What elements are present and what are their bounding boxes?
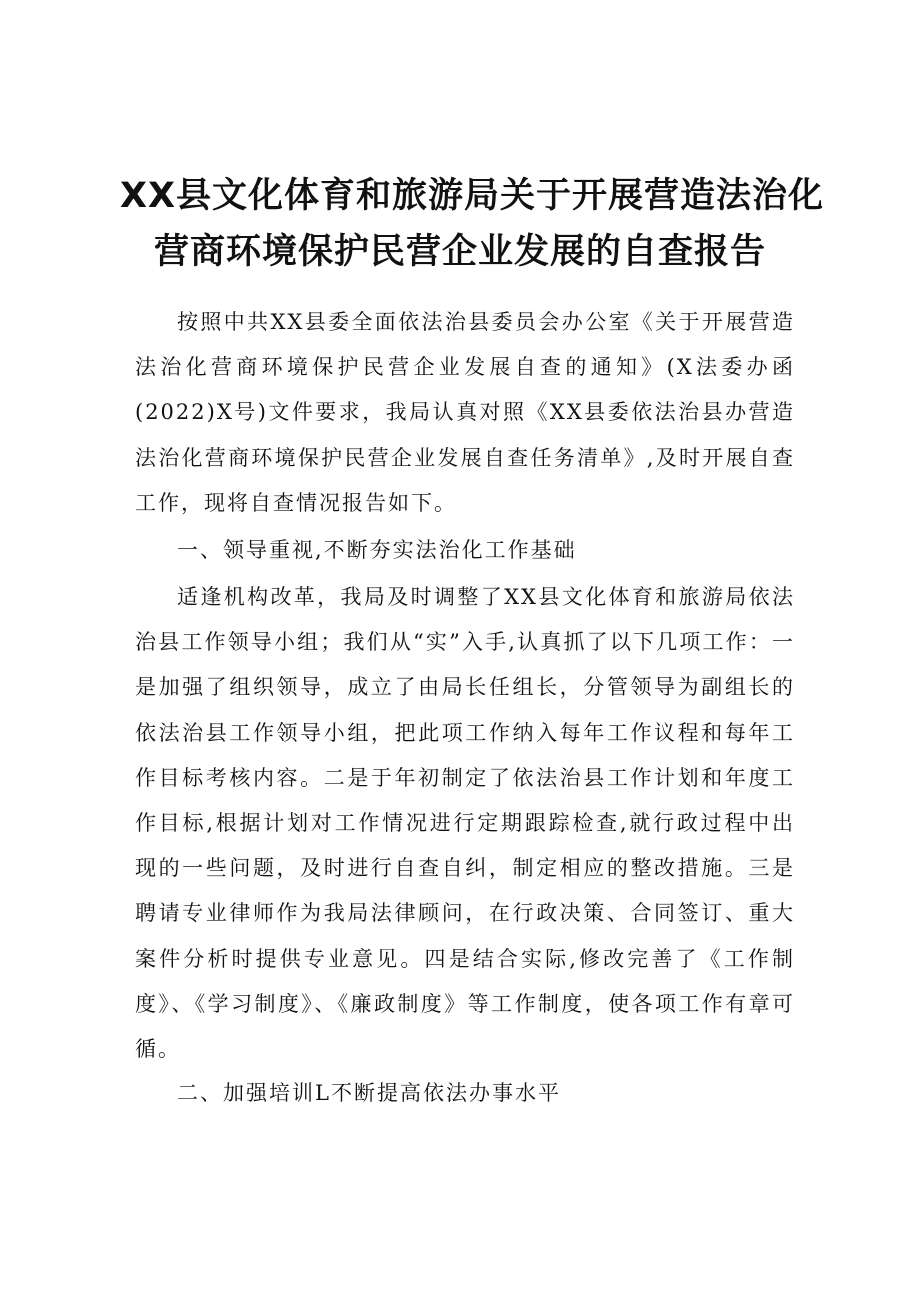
- section-1-paragraph: 适逢机构改革，我局及时调整了XX县文化体育和旅游局依法治县工作领导小组；我们从“实”入手,认真抓了以下几项工作：一是加强了组织领导，成立了由局长任组长，分管领导为副组长的依法治县工作领导小组，把此项工作纳入每年工作议程和每年工作目标考核内容。二是于年初制定了依法治县工作计划和年度工作目标,根据计划对工作情况进行定期跟踪检查,就行政过程中出现的一些问题，及时进行自查自纠，制定相应的整改措施。三是聘请专业律师作为我局法律顾问，在行政决策、合同签订、重大案件分析时提供专业意见。四是结合实际,修改完善了《工作制度》、《学习制度》、《廉政制度》等工作制度，使各项工作有章可循。: [135, 585, 795, 1062]
- section-heading-1: 一、领导重视,不断夯实法治化工作基础: [177, 538, 577, 562]
- document-title-line-2: 营商环境保护民营企业发展的自查报告: [153, 232, 766, 272]
- document-title-line-1: XX县文化体育和旅游局关于开展营造法治化: [120, 176, 824, 216]
- section-heading-2: 二、加强培训L不断提高依法办事水平: [177, 1081, 561, 1105]
- intro-paragraph: 按照中共XX县委全面依法治县委员会办公室《关于开展营造法治化营商环境保护民营企业发展自查的通知》(X法委办函(2022)X号)文件要求，我局认真对照《XX县委依法治县办营造法治化营商环境保护民营企业发展自查任务清单》,及时开展自查工作，现将自查情况报告如下。: [135, 310, 795, 515]
